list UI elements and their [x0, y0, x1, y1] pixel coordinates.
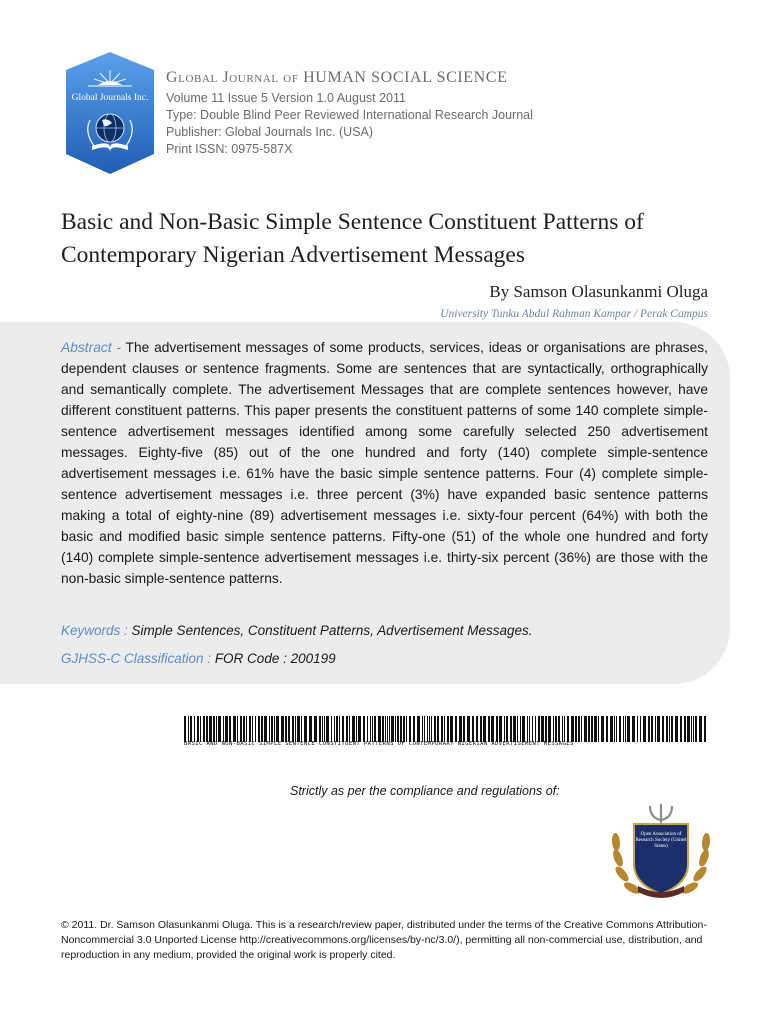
- barcode-text: BASIC AND NON-BASIC SIMPLE SENTENCE CONSTITUENT PATTERNS OF CONTEMPORARY NIGERIAN ADVERTISEMENT MESSAGES: [184, 741, 574, 747]
- abstract-label: Abstract -: [61, 340, 121, 355]
- seal-icon: [604, 798, 718, 908]
- paper-title: Basic and Non-Basic Simple Sentence Constituent Patterns of Contemporary Nigerian Advertisement Messages: [61, 209, 644, 268]
- keywords: [61, 623, 533, 638]
- seal-text: Open Association of Research Society (United States): [635, 832, 687, 849]
- badge-journal-name: Global Journals Inc.: [71, 93, 149, 103]
- journal-type: Type: Double Blind Peer Reviewed International Research Journal: [166, 108, 533, 122]
- author-affiliation: University Tunku Abdul Rahman Kampar / Perak Campus: [440, 308, 708, 320]
- journal-logo: [62, 50, 158, 176]
- classification-value: FOR Code : 200199: [214, 651, 336, 666]
- journal-issn: Print ISSN: 0975-587X: [166, 142, 293, 156]
- classification-label: GJHSS-C Classification :: [61, 651, 212, 666]
- journal-volume: Volume 11 Issue 5 Version 1.0 August 2011: [166, 91, 406, 105]
- classification: [61, 651, 336, 666]
- journal-title: Global Journal of HUMAN SOCIAL SCIENCE: [166, 69, 508, 86]
- keywords-label: Keywords :: [61, 623, 128, 638]
- journal-publisher: Publisher: Global Journals Inc. (USA): [166, 125, 374, 139]
- license-footer: © 2011. Dr. Samson Olasunkanmi Oluga. This is a research/review paper, distributed under the terms of the Creative Commons Attribution-Noncommercial 3.0 Unported License http://creativecommons.org/licenses/by-nc/3.0/), permitting all non-commercial use, distribution, and reproduction in any medium, provided the original work is properly cited.: [61, 919, 707, 961]
- research-society-seal: [604, 798, 718, 908]
- barcode-icon: [184, 716, 706, 742]
- keywords-value: Simple Sentences, Constituent Patterns, Advertisement Messages.: [131, 623, 533, 638]
- compliance-note: Strictly as per the compliance and regulations of:: [290, 784, 560, 798]
- paper-author: By Samson Olasunkanmi Oluga: [489, 282, 708, 301]
- abstract: [61, 337, 708, 589]
- abstract-text: The advertisement messages of some products, services, ideas or organisations are phrases, dependent clauses or sentence fragments. Some are sentences that are syntactically, orthographically and semantically complete. The advertisement Messages that are complete sentences however, have different constituent patterns. This paper presents the constituent patterns of some 140 complete simple-sentence advertisement messages identified among some carefully selected 250 advertisement messages. Eighty-five (85) out of the one hundred and forty (140) complete simple-sentence advertisement messages i.e. 61% have the basic simple sentence patterns. Four (4) complete simple-sentence advertisement messages i.e. three percent (3%) have expanded basic sentence patterns making a total of eighty-nine (89) advertisement messages i.e. sixty-four percent (64%) with both the basic and modified basic simple sentence patterns. Fifty-one (51) of the whole one hundred and forty (140) complete simple-sentence advertisement messages i.e. thirty-six percent (36%) are those with the non-basic simple-sentence patterns.: [61, 340, 708, 586]
- journal-badge-icon: [62, 50, 158, 176]
